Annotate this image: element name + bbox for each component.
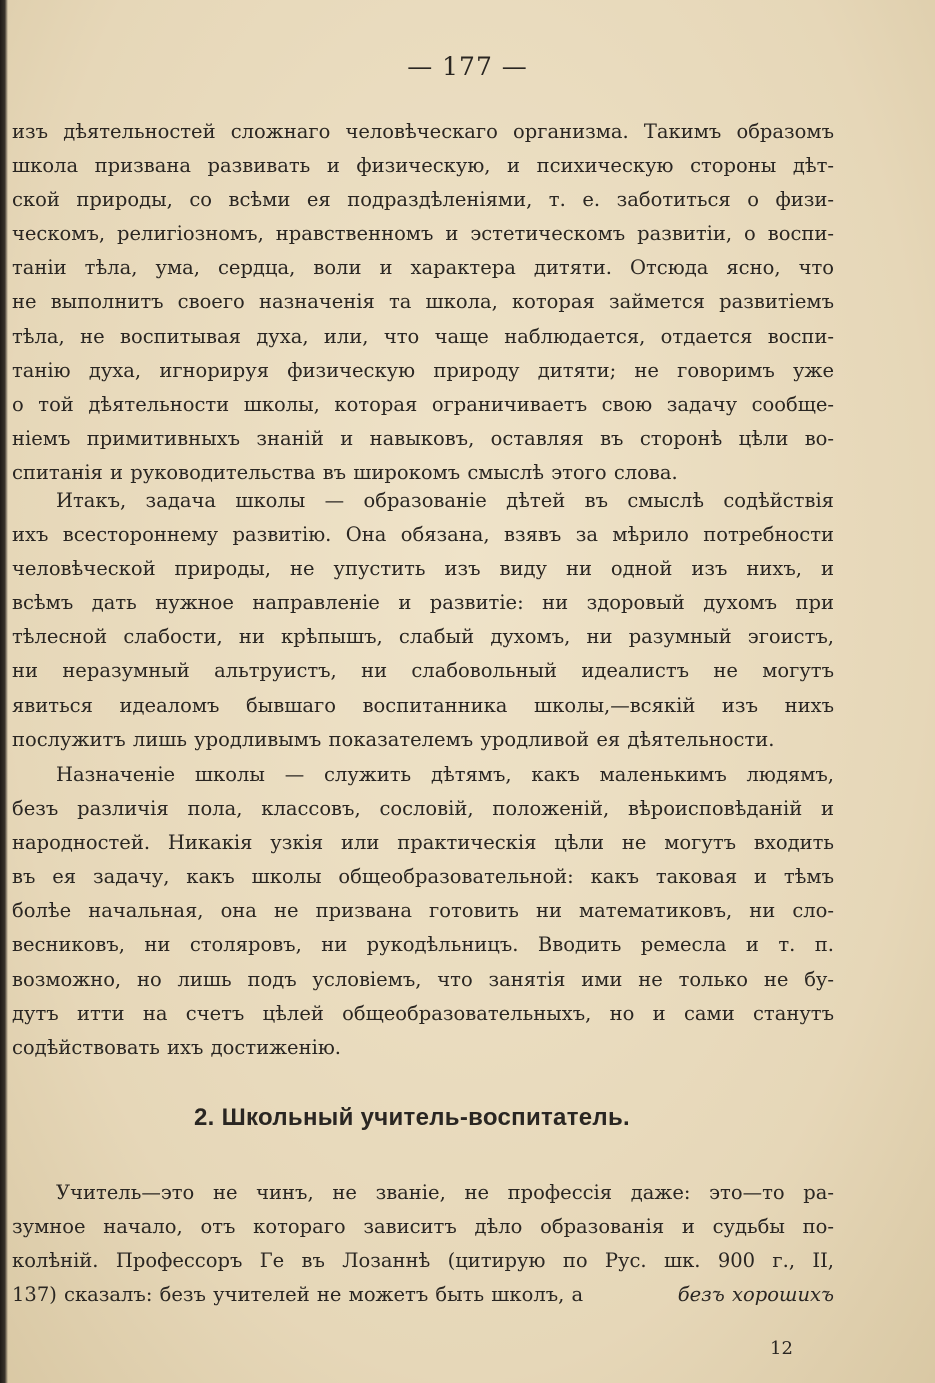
- text-line: таніи тѣла, ума, сердца, воли и характера дитяти. Отсюда ясно, что: [12, 256, 834, 280]
- text-line: спитанія и руководительства въ широкомъ смыслѣ этого слова.: [12, 460, 678, 484]
- text-line: безъ различія пола, классовъ, сословій, положеній, вѣроисповѣданій и: [12, 797, 834, 821]
- text-line: весниковъ, ни столяровъ, ни рукодѣльницъ. Вводить ремесла и т. п.: [12, 933, 834, 957]
- paragraph-2: [12, 484, 834, 757]
- text-line: болѣе начальная, она не призвана готовить ни математиковъ, ни сло-: [12, 899, 834, 923]
- text-line: человѣческой природы, не упустить изъ виду ни одной изъ нихъ, и: [12, 557, 834, 581]
- text-line: дутъ итти на счетъ цѣлей общеобразовательныхъ, но и сами станутъ: [12, 1001, 834, 1025]
- text-line: Назначеніе школы — служить дѣтямъ, какъ маленькимъ людямъ,: [56, 763, 834, 786]
- paragraph-3: [12, 758, 834, 1065]
- text-line-final: [12, 1278, 834, 1312]
- text-line: содѣйствовать ихъ достиженію.: [12, 1035, 341, 1059]
- text-line: Итакъ, задача школы — образованіе дѣтей въ смыслѣ содѣйствія: [56, 489, 834, 512]
- text-line: школа призвана развивать и физическую, и психическую стороны дѣт-: [12, 154, 834, 178]
- text-line: о той дѣятельности школы, которая ограничиваетъ свою задачу сообще-: [12, 392, 834, 416]
- text-line: народностей. Никакія узкія или практическія цѣли не могутъ входить: [12, 831, 834, 855]
- text-line: изъ дѣятельностей сложнаго человѣческаго организма. Такимъ образомъ: [12, 120, 834, 143]
- italic-phrase: безъ хорошихъ: [677, 1283, 834, 1307]
- text-line: ни неразумный альтруистъ, ни слабовольный идеалистъ не могутъ: [12, 659, 834, 683]
- text-line: ніемъ примитивныхъ знаній и навыковъ, оставляя въ сторонѣ цѣли во-: [12, 426, 834, 450]
- text-line: возможно, но лишь подъ условіемъ, что занятія ими не только не бу-: [12, 967, 834, 991]
- text-line: въ ея задачу, какъ школы общеобразовательной: какъ таковая и тѣмъ: [12, 865, 834, 889]
- text-line: зумное начало, отъ котораго зависитъ дѣло образованія и судьбы по-: [12, 1215, 834, 1239]
- page-number: — 177 —: [407, 52, 528, 81]
- text-line: ческомъ, религіозномъ, нравственномъ и эстетическомъ развитіи, о воспи-: [12, 222, 834, 246]
- text-line-part: 137) сказалъ: безъ учителей не можетъ быть школъ, а: [12, 1283, 584, 1307]
- text-line: тѣлесной слабости, ни крѣпышъ, слабый духомъ, ни разумный эгоистъ,: [12, 625, 834, 649]
- text-line: ской природы, со всѣми ея подраздѣленіями, т. е. заботиться о физи-: [12, 188, 834, 212]
- text-line: танію духа, игнорируя физическую природу дитяти; не говоримъ уже: [12, 358, 834, 382]
- text-line: не выполнитъ своего назначенія та школа, которая займется развитіемъ: [12, 290, 834, 314]
- signature-mark: 12: [770, 1338, 793, 1359]
- text-line: послужитъ лишь уродливымъ показателемъ уродливой ея дѣятельности.: [12, 727, 775, 751]
- section-heading: 2. Школьный учитель-воспитатель.: [194, 1104, 630, 1131]
- text-line: колѣній. Профессоръ Ге въ Лозаннѣ (цитирую по Рус. шк. 900 г., II,: [12, 1249, 834, 1273]
- text-line: ихъ всестороннему развитію. Она обязана, взявъ за мѣрило потребности: [12, 523, 834, 547]
- text-line: всѣмъ дать нужное направленіе и развитіе: ни здоровый духомъ при: [12, 591, 834, 615]
- page-binding-edge: [0, 0, 8, 1383]
- paragraph-1: [12, 115, 834, 490]
- text-line: Учитель—это не чинъ, не званіе, не профессія даже: это—то ра-: [56, 1181, 834, 1204]
- text-line: явиться идеаломъ бывшаго воспитанника школы,—всякій изъ нихъ: [12, 693, 834, 717]
- text-line: тѣла, не воспитывая духа, или, что чаще наблюдается, отдается воспи-: [12, 324, 834, 348]
- paragraph-4: [12, 1176, 834, 1312]
